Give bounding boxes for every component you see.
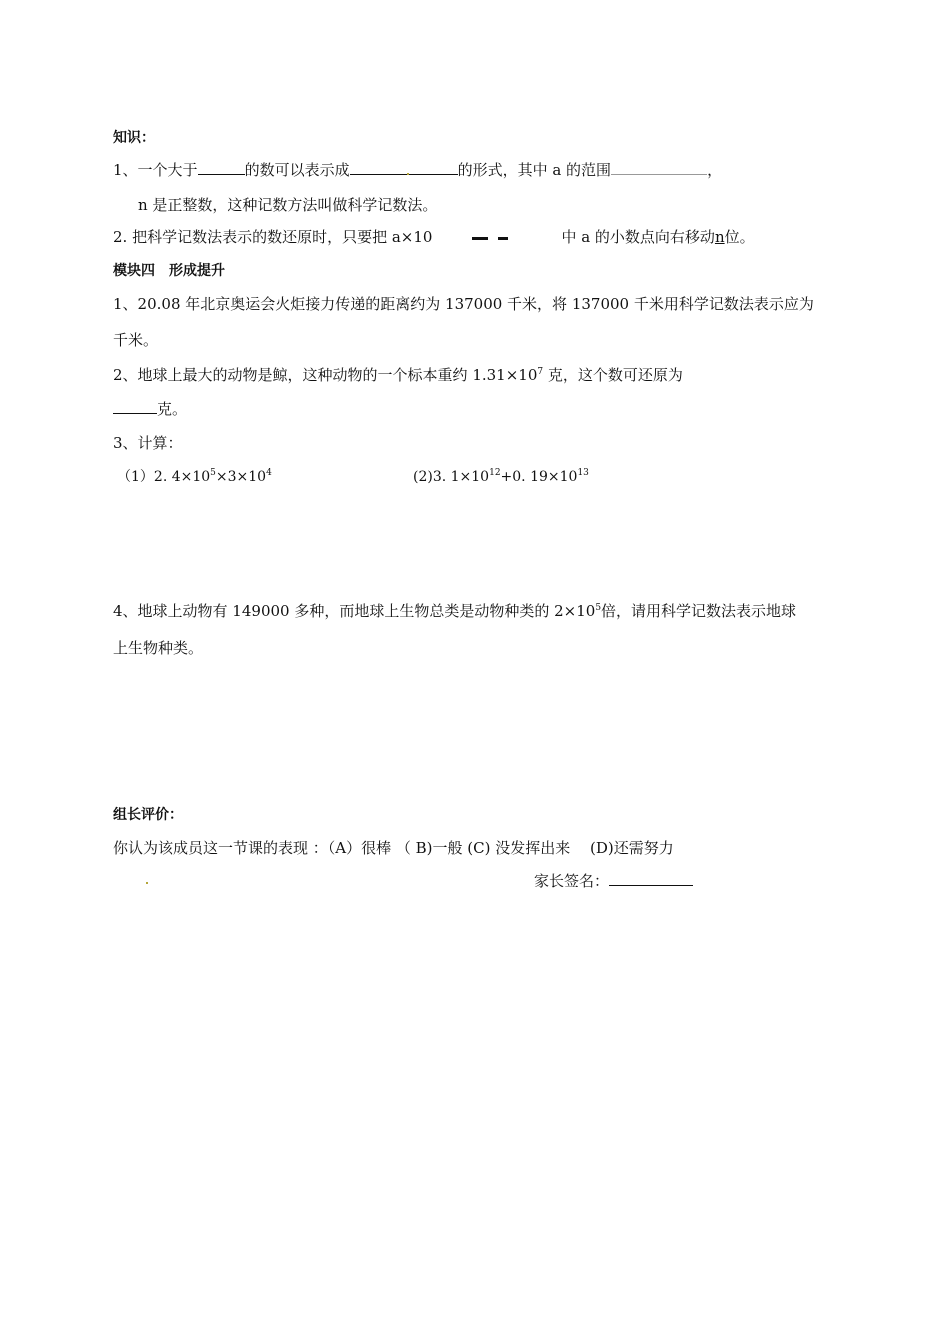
knowledge-item-1-cont: n 是正整数，这种记数方法叫做科学记数法。 bbox=[138, 196, 438, 214]
knowledge-heading: 知识： bbox=[113, 130, 155, 146]
module4-heading: 模块四 形成提升 bbox=[113, 263, 225, 279]
question-3-part-1: （1）2. $4\times 10^5\times 3\times 10^4$ bbox=[117, 468, 272, 485]
question-2: 2、地球上最大的动物是鲸，这种动物的一个标本重约 $1.31\times 10^7$ 克，这个数可还原为 bbox=[113, 366, 683, 384]
question-3: 3、计算： bbox=[113, 434, 183, 452]
knowledge-item-1: 1、一个大于 的数可以表示成 的形式，其中 a 的范围 ， bbox=[113, 161, 723, 179]
question-1: 1、20.08 年北京奥运会火炬接力传递的距离约为 137000 千米，将 137000 千米用科学记数法表示应为 bbox=[113, 295, 814, 313]
n-value: n bbox=[714, 228, 725, 246]
answer-blank[interactable] bbox=[113, 399, 157, 414]
evaluation-heading: 组长评价： bbox=[113, 807, 183, 823]
knowledge-item-2: 2. 把科学记数法表示的数还原时，只要把 a×10 中 a 的小数点向右移动n位。 bbox=[113, 228, 755, 246]
parent-signature: 家长签名： bbox=[534, 871, 693, 891]
scan-mark bbox=[472, 237, 488, 240]
scan-speck bbox=[407, 173, 409, 175]
question-3-part-2: (2)3. $1\times 10^{12}+0$. $19\times 10^{13}$ bbox=[413, 468, 589, 485]
evaluation-question: 你认为该成员这一节课的表现 ：（A）很棒 （ B)一般 (C) 没发挥出来 (D)还需努力 bbox=[113, 839, 674, 857]
question-2-cont: 克。 bbox=[113, 399, 187, 419]
scan-speck bbox=[146, 882, 148, 884]
blank-2[interactable] bbox=[350, 160, 458, 175]
question-4-cont: 上生物种类。 bbox=[113, 639, 204, 657]
signature-blank[interactable] bbox=[609, 871, 693, 886]
blank-1[interactable] bbox=[198, 160, 245, 175]
scan-mark bbox=[498, 237, 508, 240]
blank-3[interactable] bbox=[611, 160, 707, 175]
question-4: 4、地球上动物有 149000 多种，而地球上生物总类是动物种类的 $2\times 10^5$倍，请用科学记数法表示地球 bbox=[113, 602, 797, 620]
question-1-cont: 千米。 bbox=[113, 331, 159, 349]
